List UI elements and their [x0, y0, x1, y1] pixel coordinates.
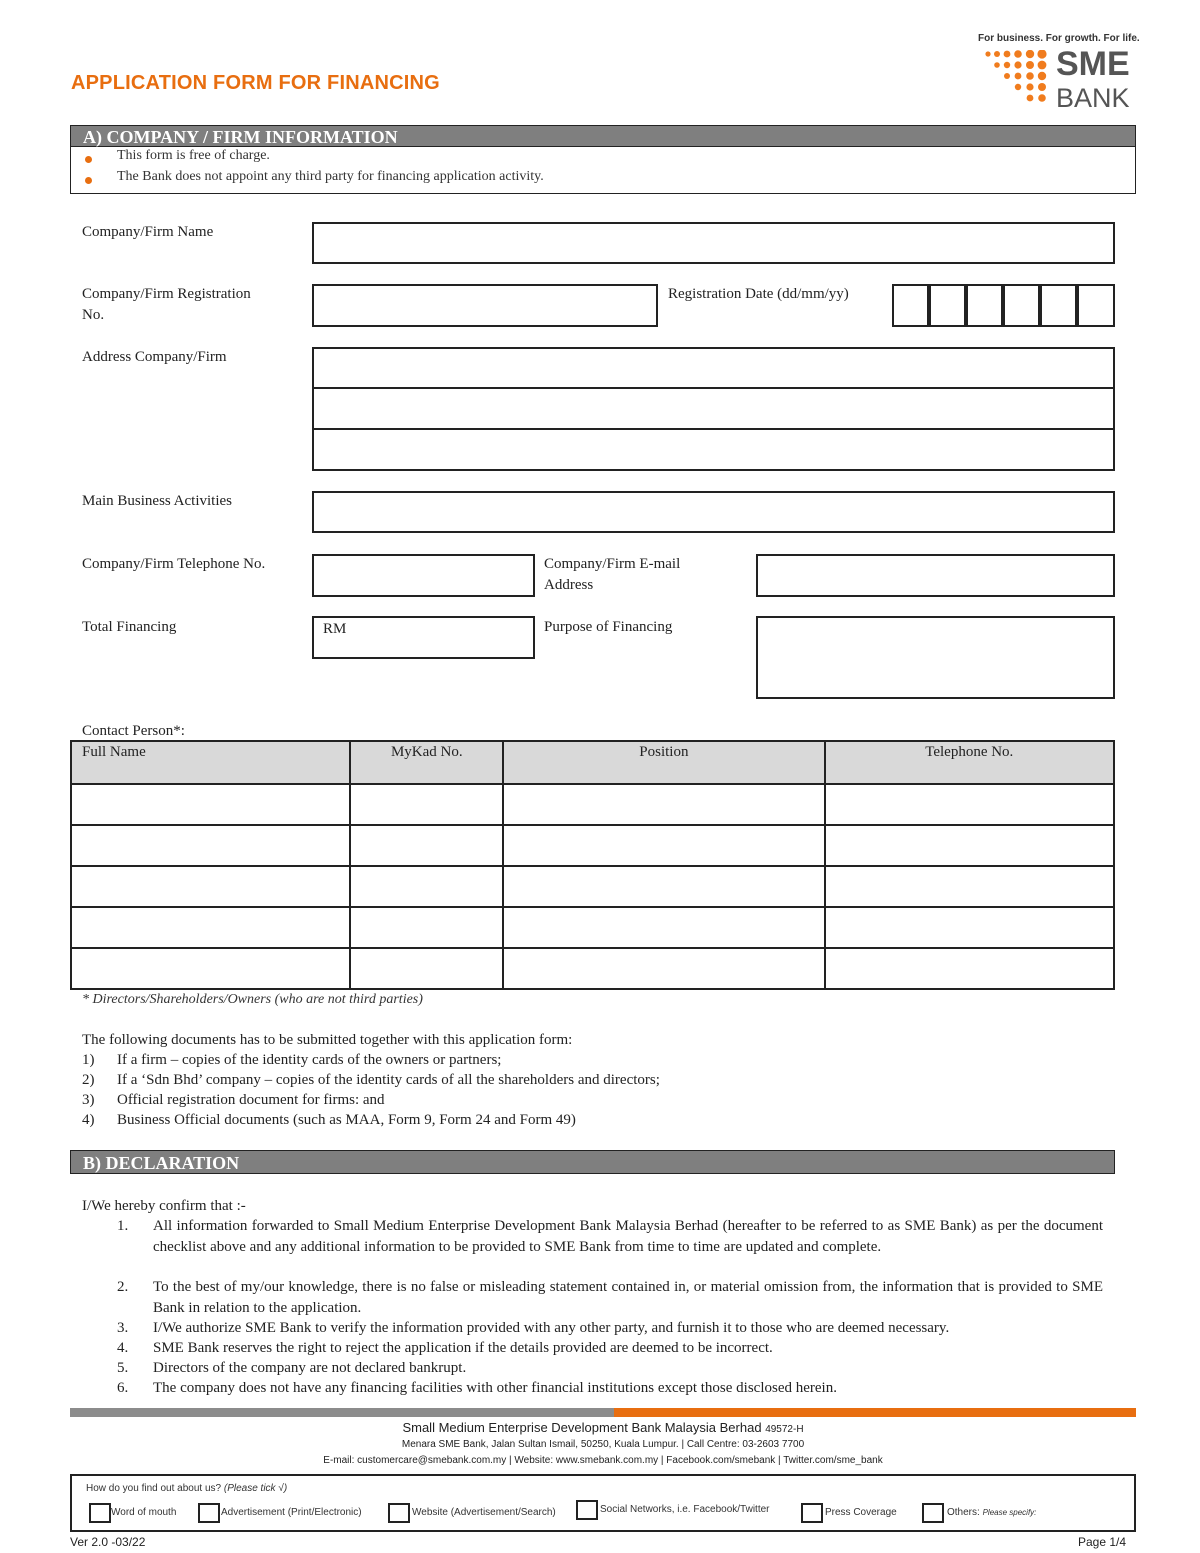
declaration-intro: I/We hereby confirm that :- [82, 1198, 246, 1214]
declaration-num: 4. [117, 1340, 129, 1356]
declaration-item: Directors of the company are not declared bankrupt. [153, 1360, 467, 1376]
telephone-input[interactable] [312, 554, 535, 597]
col-mykad-no: MyKad No. [350, 741, 503, 784]
full-name-cell[interactable] [71, 948, 350, 989]
survey-question-text: How do you find out about us? [86, 1483, 222, 1494]
purpose-input[interactable] [756, 616, 1115, 699]
label-email-line2: Address [544, 577, 594, 593]
address-input-line3[interactable] [312, 428, 1115, 471]
footer-reg-no: 49572-H [765, 1424, 804, 1435]
survey-question [86, 1483, 287, 1494]
label-total-financing: Total Financing [82, 619, 177, 635]
mykad-cell[interactable] [350, 907, 503, 948]
contact-table-header [71, 741, 1114, 784]
declaration-num: 5. [117, 1360, 129, 1376]
table-row [71, 948, 1114, 989]
version-label: Ver 2.0 -03/22 [70, 1535, 146, 1549]
declaration-num: 6. [117, 1380, 129, 1396]
full-name-cell[interactable] [71, 825, 350, 866]
doc-item-num: 1) [82, 1052, 95, 1068]
total-financing-input[interactable] [312, 616, 535, 659]
registration-date-digit-4[interactable] [1003, 284, 1040, 327]
label-email-line1: Company/Firm E-mail [544, 556, 681, 572]
email-input[interactable] [756, 554, 1115, 597]
declaration-item: I/We authorize SME Bank to verify the information provided with any other party, and furnish it to those who are deemed necessary. [153, 1320, 950, 1336]
position-cell[interactable] [503, 907, 824, 948]
contact-footnote: * Directors/Shareholders/Owners (who are not third parties) [82, 992, 423, 1007]
mykad-cell[interactable] [350, 866, 503, 907]
footer-bank-name-text: Small Medium Enterprise Development Bank Malaysia Berhad [402, 1420, 762, 1435]
telephone-cell[interactable] [825, 825, 1114, 866]
footer-bank-name [70, 1420, 1136, 1435]
logo-text-sme: SME [1056, 45, 1130, 83]
label-registration-no [82, 284, 251, 326]
label-company-name: Company/Firm Name [82, 224, 214, 240]
checkbox-word-of-mouth[interactable] [89, 1503, 111, 1523]
declaration-item: The company does not have any financing facilities with other financial institutions except those disclosed herein. [153, 1380, 837, 1396]
col-telephone-no: Telephone No. [825, 741, 1114, 784]
table-row [71, 825, 1114, 866]
note-free-of-charge: This form is free of charge. [117, 148, 270, 163]
full-name-cell[interactable] [71, 866, 350, 907]
telephone-cell[interactable] [825, 948, 1114, 989]
label-registration-no-line1: Company/Firm Registration [82, 286, 251, 302]
option-press-coverage: Press Coverage [825, 1507, 897, 1518]
label-purpose: Purpose of Financing [544, 619, 673, 635]
main-business-input[interactable] [312, 491, 1115, 533]
checkbox-advertisement[interactable] [198, 1503, 220, 1523]
table-row [71, 784, 1114, 825]
doc-item-text: If a ‘Sdn Bhd’ company – copies of the identity cards of all the shareholders and directors; [117, 1072, 660, 1088]
doc-item-text: Business Official documents (such as MAA, Form 9, Form 24 and Form 49) [117, 1112, 576, 1128]
page-number: Page 1/4 [1078, 1535, 1127, 1549]
footer-address: Menara SME Bank, Jalan Sultan Ismail, 50250, Kuala Lumpur. | Call Centre: 03-2603 7700 [401, 1439, 805, 1450]
bullet-icon [85, 156, 92, 163]
label-email [544, 554, 680, 596]
bullet-icon [85, 177, 92, 184]
section-b-heading: B) DECLARATION [70, 1150, 1115, 1174]
survey-hint: (Please tick √) [223, 1483, 288, 1494]
label-registration-no-line2: No. [82, 307, 105, 323]
label-registration-date: Registration Date (dd/mm/yy) [668, 286, 849, 302]
option-others-label: Others: [947, 1507, 980, 1518]
checkbox-social-networks[interactable] [576, 1500, 598, 1520]
survey-box [70, 1474, 1136, 1532]
position-cell[interactable] [503, 784, 824, 825]
col-full-name: Full Name [71, 741, 350, 784]
declaration-item: SME Bank reserves the right to reject the application if the details provided are deemed to be incorrect. [153, 1340, 773, 1356]
declaration-num: 1. [117, 1218, 129, 1234]
checkbox-press-coverage[interactable] [801, 1503, 823, 1523]
table-row [71, 907, 1114, 948]
doc-item-num: 2) [82, 1072, 95, 1088]
option-website: Website (Advertisement/Search) [412, 1507, 556, 1518]
telephone-cell[interactable] [825, 784, 1114, 825]
option-advertisement: Advertisement (Print/Electronic) [221, 1507, 362, 1518]
option-social-networks: Social Networks, i.e. Facebook/Twitter [600, 1504, 770, 1515]
section-a-notes [70, 146, 1136, 194]
declaration-num: 3. [117, 1320, 129, 1336]
others-specify-hint: Please specify: [982, 1508, 1037, 1517]
logo-text-bank: BANK [1056, 83, 1130, 113]
mykad-cell[interactable] [350, 948, 503, 989]
position-cell[interactable] [503, 825, 824, 866]
page-title: APPLICATION FORM FOR FINANCING [71, 72, 440, 94]
registration-date-digit-2[interactable] [929, 284, 966, 327]
full-name-cell[interactable] [71, 784, 350, 825]
doc-item-num: 3) [82, 1092, 95, 1108]
label-telephone: Company/Firm Telephone No. [82, 556, 266, 572]
declaration-num: 2. [117, 1279, 129, 1295]
declaration-item: All information forwarded to Small Medium Enterprise Development Bank Malaysia Berhad (hereafter to be referred to as SME Bank) as per the document checklist above and any additional information to be provided to SME Bank from time to time are updated and complete. [153, 1218, 1103, 1255]
col-position: Position [503, 741, 824, 784]
doc-item-text: If a firm – copies of the identity cards of the owners or partners; [117, 1052, 502, 1068]
footer-divider-bar [70, 1408, 1136, 1417]
registration-date-digit-1[interactable] [892, 284, 929, 327]
option-word-of-mouth: Word of mouth [111, 1507, 177, 1518]
contact-person-table [70, 740, 1115, 990]
full-name-cell[interactable] [71, 907, 350, 948]
address-input-line1[interactable] [312, 347, 1115, 389]
logo-tagline: For business. For growth. For life. [978, 33, 1140, 44]
currency-prefix-rm: RM [323, 621, 347, 637]
registration-date-digit-6[interactable] [1077, 284, 1115, 327]
option-others [947, 1507, 1036, 1518]
section-a-heading: A) COMPANY / FIRM INFORMATION [70, 125, 1136, 147]
checkbox-website[interactable] [388, 1503, 410, 1523]
registration-date-digit-5[interactable] [1040, 284, 1077, 327]
position-cell[interactable] [503, 948, 824, 989]
telephone-cell[interactable] [825, 907, 1114, 948]
label-contact-person: Contact Person*: [82, 723, 185, 739]
docs-intro: The following documents has to be submitted together with this application form: [82, 1032, 573, 1048]
mykad-cell[interactable] [350, 825, 503, 866]
address-input-line2[interactable] [312, 387, 1115, 430]
table-row [71, 866, 1114, 907]
telephone-cell[interactable] [825, 866, 1114, 907]
note-no-third-party: The Bank does not appoint any third party for financing application activity. [117, 169, 544, 184]
registration-date-digit-3[interactable] [966, 284, 1003, 327]
label-main-business: Main Business Activities [82, 493, 232, 509]
doc-item-num: 4) [82, 1112, 95, 1128]
declaration-item: To the best of my/our knowledge, there is no false or misleading statement contained in, or material omission from, the information that is provided to SME Bank in relation to the application. [153, 1279, 1103, 1316]
position-cell[interactable] [503, 866, 824, 907]
company-name-input[interactable] [312, 222, 1115, 264]
label-address: Address Company/Firm [82, 349, 227, 365]
footer-contact: E-mail: customercare@smebank.com.my | Website: www.smebank.com.my | Facebook.com/smebank | Twitter.com/sme_bank [323, 1455, 883, 1466]
checkbox-others[interactable] [922, 1503, 944, 1523]
mykad-cell[interactable] [350, 784, 503, 825]
registration-no-input[interactable] [312, 284, 658, 327]
doc-item-text: Official registration document for firms: and [117, 1092, 385, 1108]
sme-bank-logo-dots-icon [984, 50, 1048, 108]
